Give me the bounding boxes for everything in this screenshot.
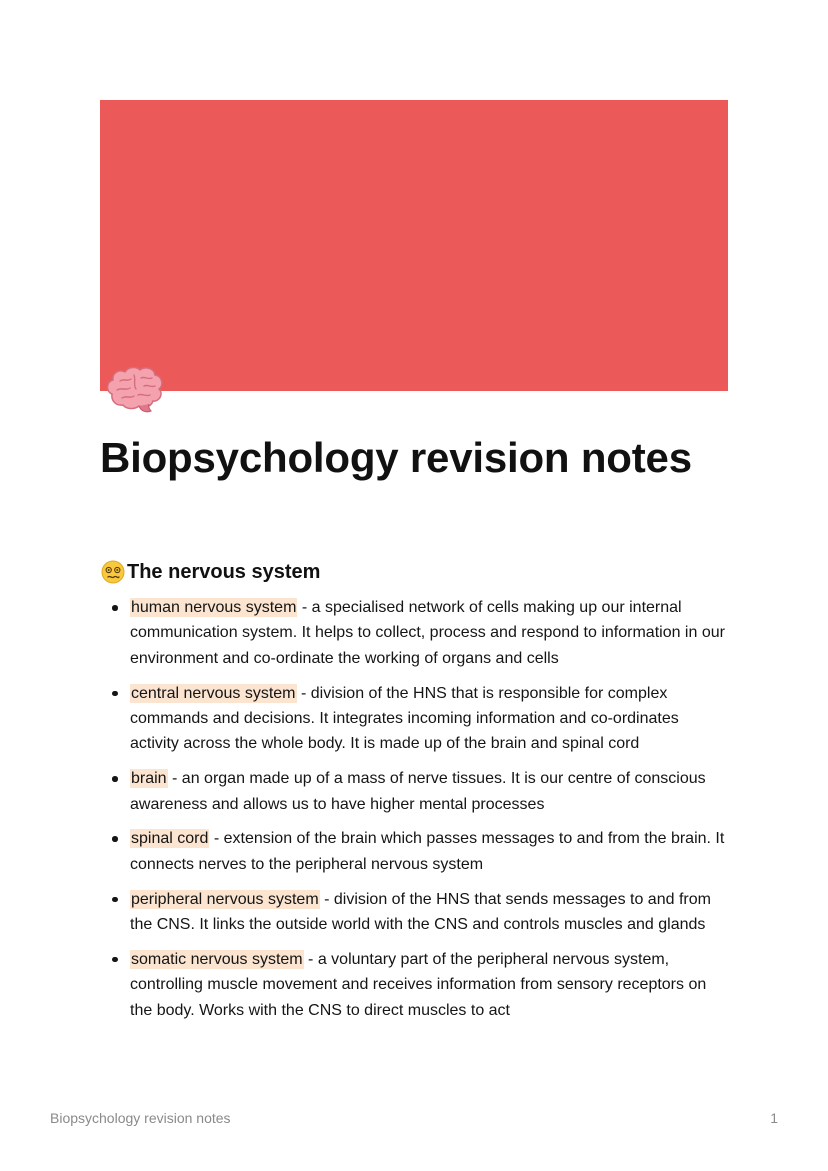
- definition-text: - a specialised network of cells making up our internal communication system. It helps to collect, process and respond to information in our environment and co-ordinate the working of organs and cells: [130, 599, 725, 667]
- definition-text: - an organ made up of a mass of nerve tissues. It is our centre of conscious awareness and allows us to have higher mental processes: [130, 770, 706, 813]
- highlighted-term: human nervous system: [131, 599, 297, 616]
- list-item: [100, 766, 728, 817]
- highlighted-term: spinal cord: [131, 830, 209, 848]
- page-title: Biopsychology revision notes: [100, 434, 692, 481]
- list-item: [100, 826, 728, 877]
- definition-text: - extension of the brain which passes messages to and from the brain. It connects nerves to the peripheral nervous system: [130, 830, 725, 873]
- definition-text: - division of the HNS that sends messages to and from the CNS. It links the outside world with the CNS and controls muscles and glands: [130, 890, 711, 934]
- footer-doc-title: Biopsychology revision notes: [50, 1110, 231, 1126]
- highlighted-term: central nervous system: [131, 684, 296, 702]
- definition-text: - a voluntary part of the peripheral nervous system, controlling muscle movement and receives information from sensory receptors on the body. Works with the CNS to direct muscles to act: [130, 950, 707, 1019]
- list-item: [100, 681, 728, 757]
- cover-banner: [100, 100, 728, 391]
- section-heading: [100, 558, 320, 586]
- definition-text: - division of the HNS that is responsible for complex commands and decisions. It integrates incoming information and co-ordinates activity across the whole body. It is made up of the brain and spinal cord: [130, 684, 679, 753]
- bullet-list: [100, 595, 728, 1023]
- brain-icon: [104, 364, 166, 416]
- section-heading-text: The nervous system: [127, 561, 321, 583]
- highlighted-term: peripheral nervous system: [131, 890, 319, 908]
- highlighted-term: brain: [131, 770, 167, 788]
- woozy-face-icon: [100, 559, 126, 585]
- footer-page-number: 1: [770, 1110, 778, 1126]
- list-item: [100, 887, 728, 938]
- list-item: [100, 595, 728, 671]
- highlighted-term: somatic nervous system: [131, 950, 303, 968]
- list-item: [100, 947, 728, 1023]
